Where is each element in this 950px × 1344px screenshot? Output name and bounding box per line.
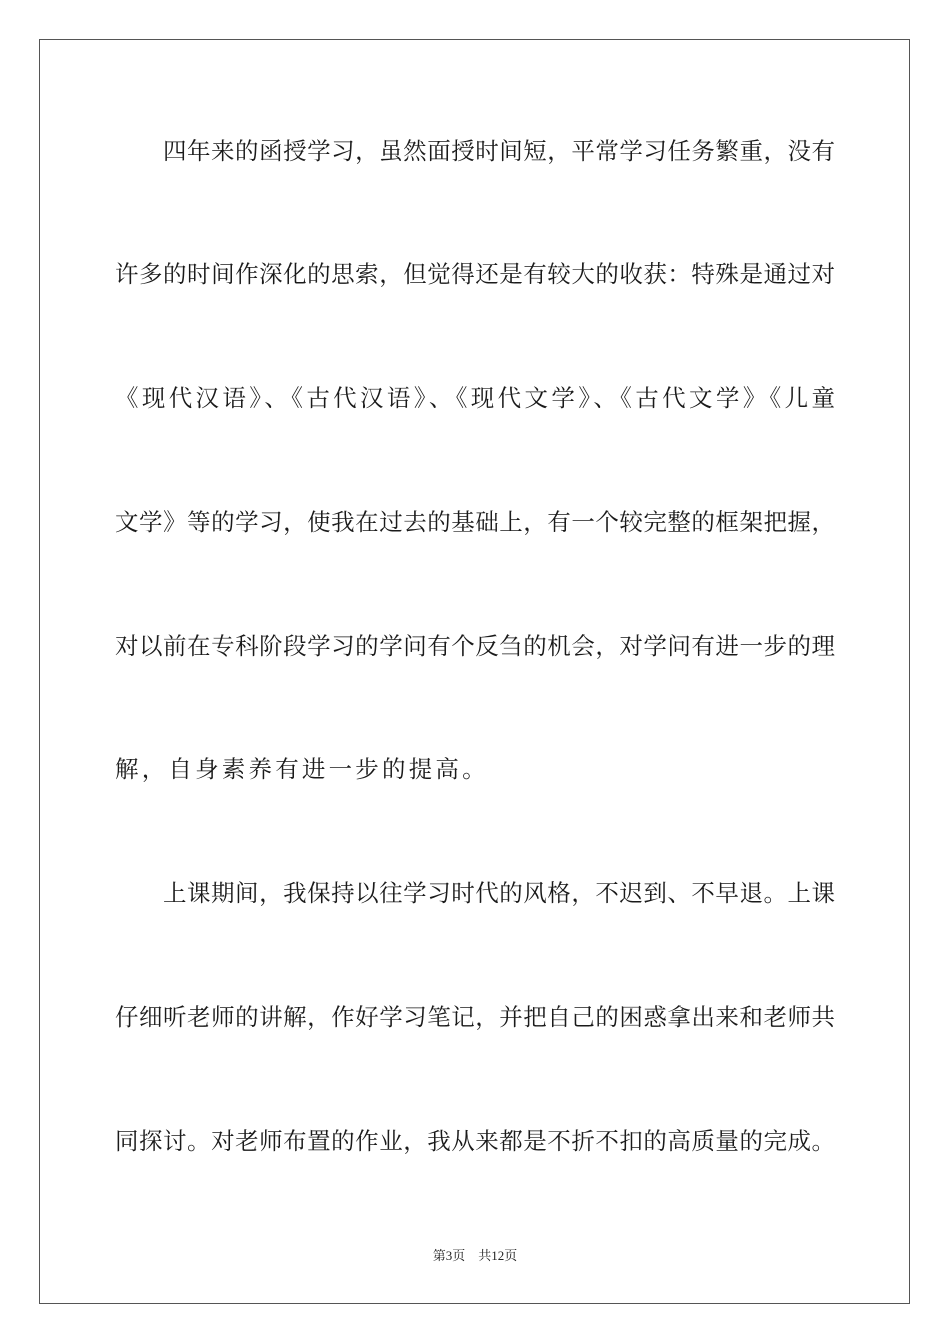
paragraph-1-line-4: 文学》等的学习，使我在过去的基础上，有一个较完整的框架把握， (115, 508, 835, 536)
paragraph-1-line-3: 《现代汉语》、《古代汉语》、《现代文学》、《古代文学》《儿童 (115, 384, 835, 412)
paragraph-1-line-2: 许多的时间作深化的思索，但觉得还是有较大的收获：特殊是通过对 (115, 260, 835, 288)
paragraph-2-line-3: 同探讨。对老师布置的作业，我从来都是不折不扣的高质量的完成。 (115, 1127, 835, 1155)
paragraph-1-line-1: 四年来的函授学习，虽然面授时间短，平常学习任务繁重，没有 (163, 137, 835, 165)
paragraph-2-line-2: 仔细听老师的讲解，作好学习笔记，并把自己的困惑拿出来和老师共 (115, 1003, 835, 1031)
paragraph-2-line-1: 上课期间，我保持以往学习时代的风格，不迟到、不早退。上课 (163, 879, 835, 907)
page-number-footer: 第3页 共12页 (432, 1248, 518, 1263)
paragraph-1-line-6: 解，自身素养有进一步的提高。 (115, 755, 489, 783)
paragraph-1-line-5: 对以前在专科阶段学习的学问有个反刍的机会，对学问有进一步的理 (115, 632, 835, 660)
page-border (39, 39, 910, 1304)
